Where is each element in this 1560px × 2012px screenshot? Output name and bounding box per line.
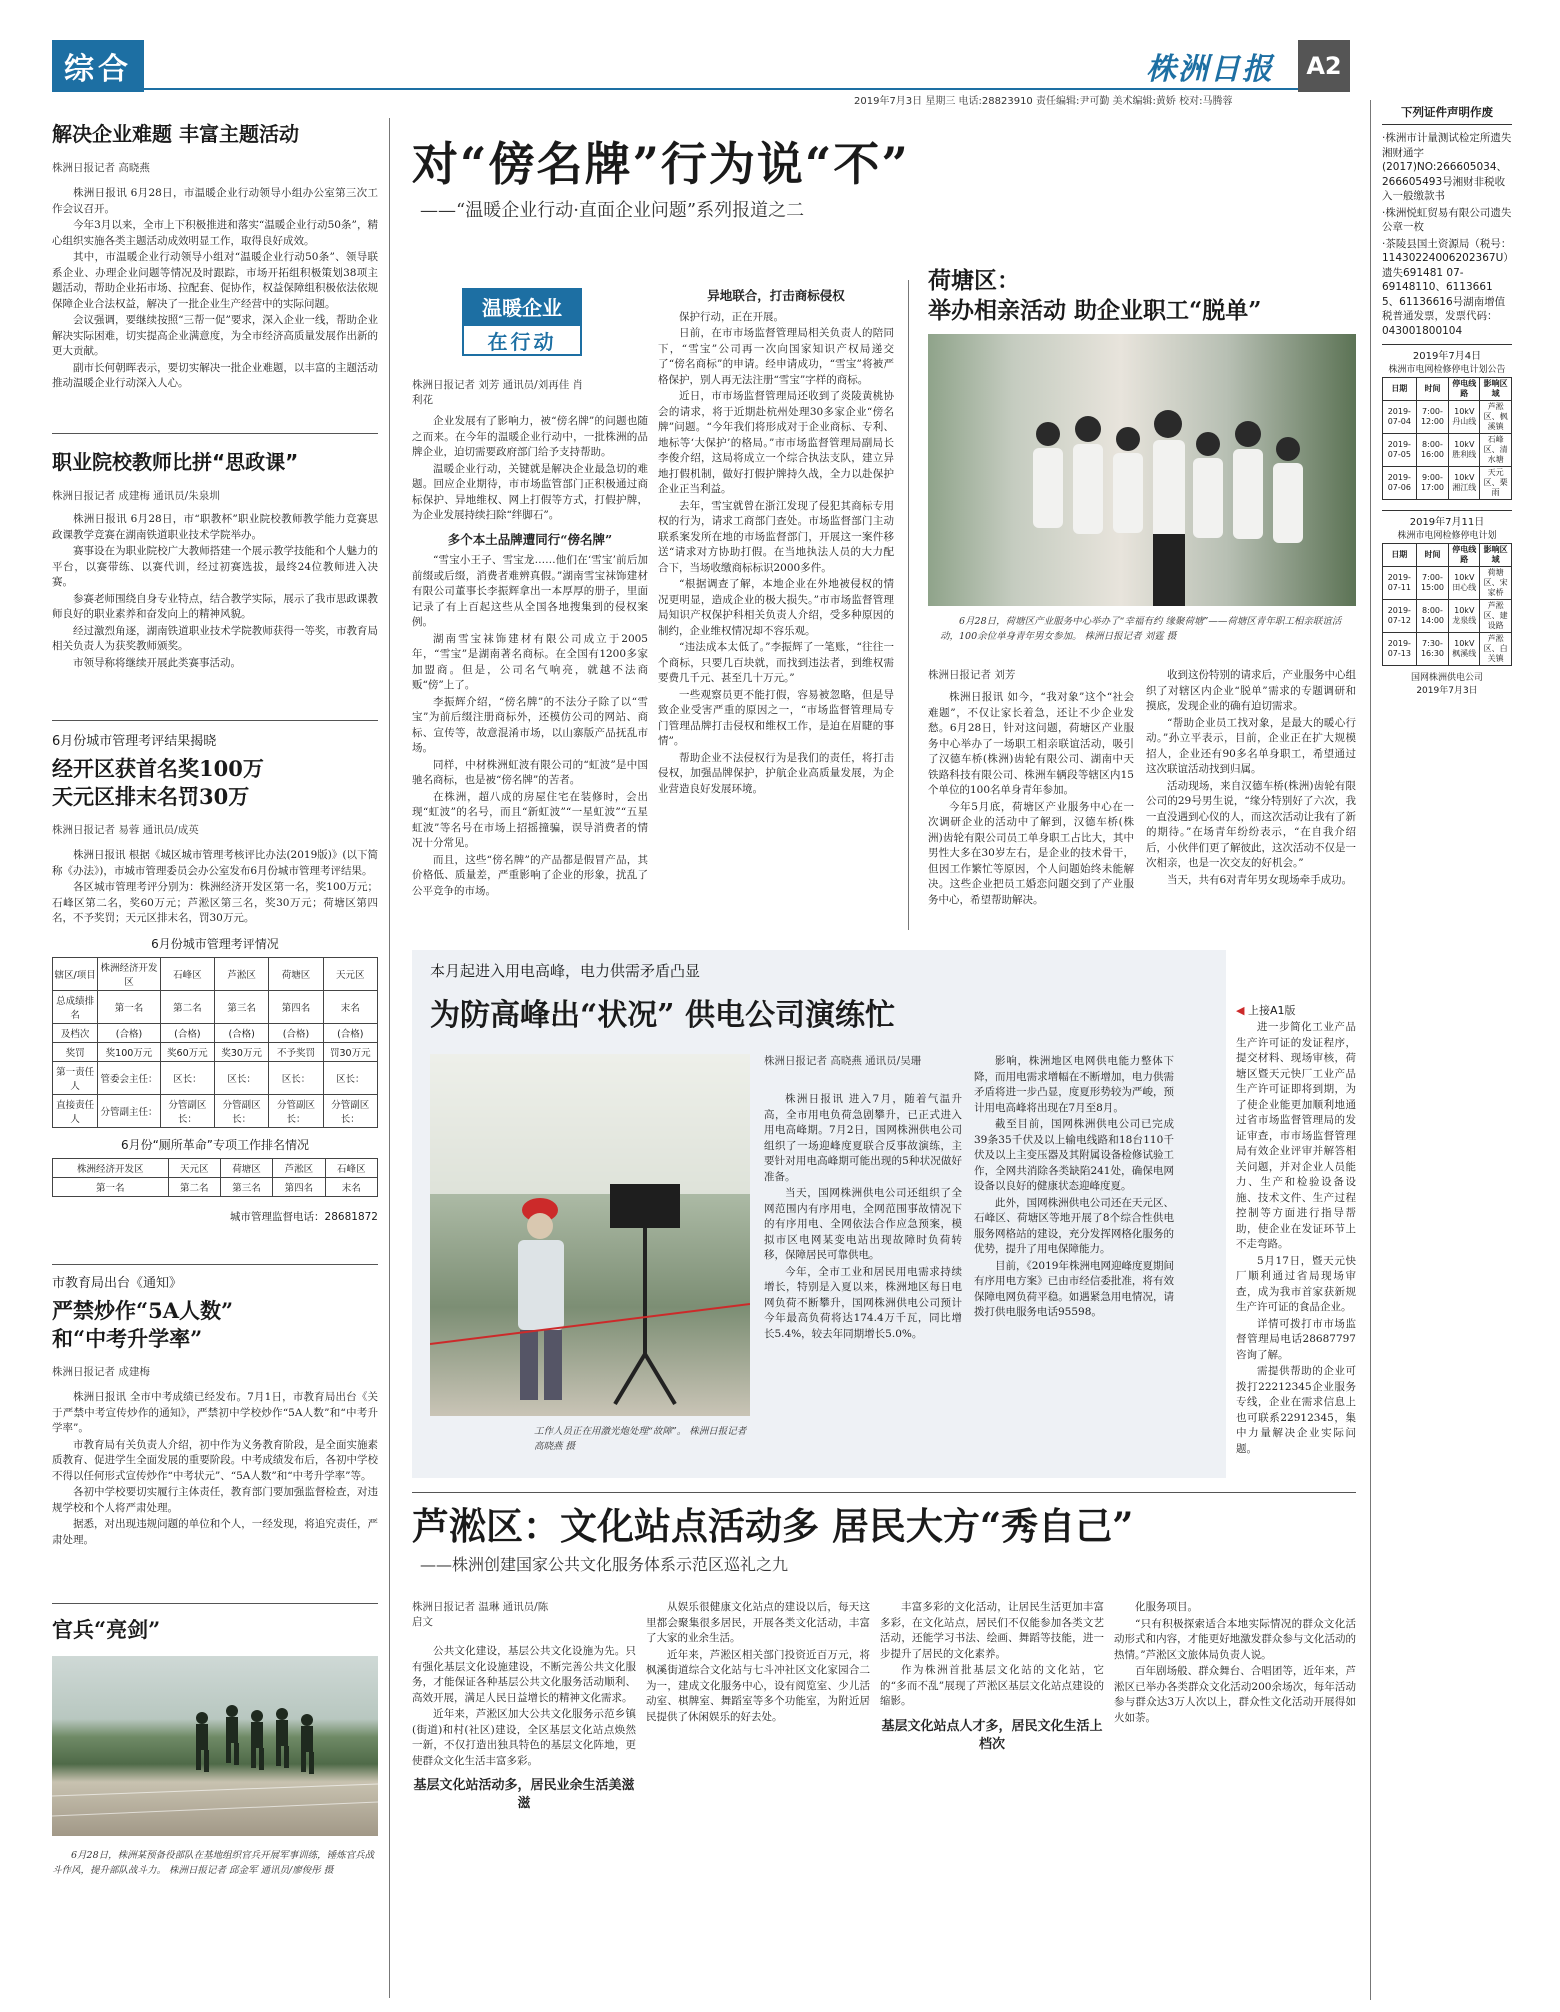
- paragraph: 市领导称将继续开展此类赛事活动。: [73, 656, 241, 669]
- paragraph: 其中，市温暖企业行动领导小组对“温暖企业行动50条”、领导联系企业、办理企业问题等情况及时跟踪，市场开拓组积极策划38项主题活动，帮助企业拓市场、拉配套、促协作，权益保障组积极依法依规保障企业合法权益，解决了一批企业生产经营中的实际问题。: [52, 251, 378, 310]
- table-cell: 分管副主任：: [98, 1094, 160, 1127]
- table-row: [1383, 434, 1512, 467]
- logo-line1: 温暖企业: [482, 295, 562, 320]
- table-cell: 末名: [323, 990, 377, 1023]
- table-row: [53, 990, 378, 1023]
- matchmaking-caption: 6月28日，荷塘区产业服务中心举办了“幸福有约 缘聚荷塘”——荷塘区青年职工相亲联谊活动，100余位单身青年男女参加。 株洲日报记者 刘霆 摄: [940, 616, 1342, 642]
- paragraph: 近年来，芦淞区加大公共文化服务示范乡镇(街道)和村(社区)建设，全区基层文化站点焕然一新，不仅打造出独具特色的基层文化阵地，更使群众文化生活丰富多彩。: [412, 1708, 636, 1767]
- article-body: [52, 1390, 378, 1548]
- table-cell: 直接责任人: [53, 1094, 98, 1127]
- byline: 株洲日报记者 易蓉 通讯员/成英: [52, 824, 199, 836]
- table-cell: 荷塘区: [220, 1158, 272, 1177]
- hetang-headline2: 举办相亲活动 助企业职工“脱单”: [928, 297, 1262, 324]
- paragraph: “根据调查了解，本地企业在外地被侵权的情况更明显，造成企业的极大损失。”市市场监督管理局知识产权保护科相关负责人介绍，受多种原因的制约，企业维权情况却不容乐观。: [658, 578, 894, 637]
- table-cell: 荷塘区、宋家桥: [1480, 567, 1512, 600]
- campaign-logo-sub: [462, 324, 582, 356]
- sidebar-footer-date: 2019年7月3日: [1416, 686, 1478, 696]
- article-soldiers: [52, 1614, 378, 1878]
- table-row: [1383, 633, 1512, 666]
- table-cell: 10kV胜利线: [1449, 434, 1480, 467]
- paragraph: 株洲日报讯 全市中考成绩已经发布。7月1日，市教育局出台《关于严禁中考宣传炒作的通知》，严禁初中学校炒作“5A人数”和“中考升学率”。: [52, 1391, 378, 1434]
- table-cell: 2019-07-12: [1383, 600, 1417, 633]
- column-rule: [908, 280, 909, 930]
- table-cell: 奖60万元: [160, 1042, 214, 1061]
- table-row: [53, 1061, 378, 1094]
- notice-item: ·茶陵县国土资源局（税号：11430224006202367U）遗失691481 07-69148110、6113661 5、61136616号湖南增值税普通发票，发票代码：043001800104: [1382, 237, 1512, 337]
- column-header: 停电线路: [1449, 544, 1480, 567]
- table-cell: 第四名: [269, 990, 323, 1023]
- table-cell: (合格): [98, 1023, 160, 1042]
- table-cell: (合格): [160, 1023, 214, 1042]
- outage-table-title: 2019年7月11日: [1382, 510, 1512, 528]
- table-cell: 区长：: [269, 1061, 323, 1094]
- table-cell: 分管副区长：: [323, 1094, 377, 1127]
- power-headline: 为防高峰出“状况” 供电公司演练忙: [430, 998, 895, 1033]
- info-line: 2019年7月3日 星期三 电话:28823910 责任编辑:尹可勤 美术编辑:黄娇 校对:马腾蓉: [854, 96, 1233, 107]
- column-header: 停电线路: [1449, 378, 1480, 401]
- paragraph: 今年3月以来，全市上下积极推进和落实“温暖企业行动50条”，精心组织实施各类主题活动成效明显工作，取得良好成效。: [52, 219, 378, 247]
- table-cell: 罚30万元: [323, 1042, 377, 1061]
- table-header-row: [1383, 378, 1512, 401]
- column-rule: [389, 118, 390, 1998]
- jump-label: 上接A1版: [1247, 1004, 1296, 1017]
- power-kicker: 本月起进入用电高峰，电力供需矛盾凸显: [430, 962, 701, 980]
- byline: 株洲日报记者 高晓燕: [52, 162, 150, 174]
- main-subhead: ——“温暖企业行动·直面企业问题”系列报道之二: [420, 200, 805, 221]
- table-cell: 10kV丹山线: [1449, 401, 1480, 434]
- table-cell: 第一名: [98, 990, 160, 1023]
- table-cell: 奖30万元: [215, 1042, 269, 1061]
- notice-list: [1382, 131, 1512, 338]
- logo-line2: 在行动: [487, 329, 557, 354]
- table-row: [1383, 401, 1512, 434]
- divider: [52, 433, 378, 434]
- column-header: 时间: [1416, 378, 1449, 401]
- table-cell: (合格): [215, 1023, 269, 1042]
- paragraph: 一些观察员更不能打假，容易被忽略，但是导致企业受害严重的原因之一，“市场监督管理局专门管理品牌打击侵权和维权工作，是迫在眉睫的事情”。: [658, 688, 894, 747]
- crowd-illustration: [928, 334, 1356, 606]
- paragraph: 详情可拨打市市场监督管理局电话28687797咨询了解。: [1236, 1317, 1356, 1361]
- table-title: 6月份“厕所革命”专项工作排名情况: [120, 1137, 310, 1152]
- table-cell: 奖罚: [53, 1042, 98, 1061]
- paragraph: “只有积极探索适合本地实际情况的群众文化活动形式和内容，才能更好地激发群众参与文化活动的热情。”芦淞区文旅体局负责人说。: [1114, 1617, 1356, 1661]
- page-code: A2: [1306, 52, 1342, 80]
- paragraph: 当天，共有6对青年男女现场牵手成功。: [1167, 873, 1353, 886]
- paragraph: 副市长何朝晖表示，要切实解决一批企业难题，以丰富的主题活动推动温暖企业行动深入人心。: [52, 361, 378, 389]
- paragraph: 目前，《2019年株洲电网迎峰度夏期间有序用电方案》已由市经信委批准，将有效保障电网负荷平稳。如遇紧急用电情况，请拨打供电服务电话95598。: [974, 1259, 1174, 1318]
- table-cell: 9:00-17:00: [1416, 467, 1449, 500]
- byline: 株洲日报记者 成建梅 通讯员/朱泉圳: [52, 490, 220, 502]
- table-cell: 2019-07-05: [1383, 434, 1417, 467]
- divider: [412, 1492, 1356, 1493]
- subtitle: 异地联合，打击商标侵权: [707, 288, 845, 303]
- sidebar-header: 下列证件声明作废: [1382, 100, 1512, 125]
- table-row: [53, 1042, 378, 1061]
- paragraph: 帮助企业不法侵权行为是我们的责任，将打击侵权，加强品牌保护，护航企业高质量发展，为企业营造良好发展环境。: [658, 751, 894, 795]
- paragraph: 进一步简化工业产品生产许可证的发证程序，提交材料、现场审核，荷塘区暨天元快厂工业产品生产许可证即将到期，为了使企业能更加顺利地通过省市场监督管理局的发证审查，市市场监督管理局有效企业评审并解答相关问题，并对企业人员能力、生产和检验设备设施、技术文件、生产过程控制等方面进行指导帮助，使企业在发证环节上不走弯路。: [1236, 1021, 1356, 1250]
- kicker: 6月份城市管理考评结果揭晓: [52, 734, 217, 749]
- soldiers-photo: [52, 1656, 378, 1836]
- column-header: 时间: [1416, 544, 1449, 567]
- table-cell: 第一名: [53, 1177, 169, 1196]
- section-tab: [52, 40, 144, 92]
- table-cell: 芦淞区: [215, 957, 269, 990]
- article-body: [52, 512, 378, 671]
- paragraph: 今年5月底，荷塘区产业服务中心在一次调研企业的活动中了解到，汉德车桥(株洲)齿轮有限公司员工单身职工占比大，其中男性大多在30岁左右，是企业的技术骨干，但因工作繁忙等原因，个人问题始终未能解决。这些企业把员工婚恋问题交到了产业服务中心，希望帮助解决。: [928, 800, 1134, 906]
- section-label: 综合: [64, 52, 132, 87]
- paragraph: 赛事设在为职业院校广大教师搭建一个展示教学技能和个人魅力的平台，以赛带练、以赛代训，经过初赛选拔，最终24位教师进入决赛。: [52, 545, 378, 588]
- lusong-col3: [880, 1600, 1104, 1760]
- table-row: [1383, 467, 1512, 500]
- main-col2: [658, 288, 894, 798]
- table-cell: 第三名: [215, 990, 269, 1023]
- hetang-col2: [1146, 668, 1356, 889]
- power-caption: 工作人员正在用激光炮处理“故障”。 株洲日报记者 高晓燕 摄: [534, 1426, 747, 1452]
- sidebar-footer-org: 国网株洲供电公司: [1410, 673, 1483, 683]
- divider: [52, 720, 378, 721]
- paragraph: “帮助企业员工找对象，是最大的暖心行动。”孙立平表示，目前，企业正在扩大规模招人，企业还有90多名单身职工，希望通过这次联谊活动找到归属。: [1146, 716, 1356, 775]
- table-row: [53, 1094, 378, 1127]
- continued-jump: [1236, 1002, 1296, 1018]
- paragraph: 株洲日报讯 根据《城区城市管理考核评比办法(2019版)》(以下简称《办法》)，市城市管理委员会办公室发布6月份城市管理考评结果。: [52, 849, 378, 877]
- table-row: [53, 1177, 378, 1196]
- divider: [52, 1264, 378, 1265]
- table-cell: 芦淞区、建设路: [1480, 600, 1512, 633]
- table-cell: 区长：: [323, 1061, 377, 1094]
- matchmaking-photo: [928, 334, 1356, 606]
- paragraph: 去年，雪宝就曾在浙江发现了侵犯其商标专用权的行为，请求工商部门查处。市场监督部门主动联系案发所在地的市场监督部门，开展这一案件移送“请求对方协助打假。在当地执法人员的大力配合下，当场收缴商标标识2000多件。: [658, 499, 894, 574]
- table-row: [53, 1158, 378, 1177]
- sidebar: [1382, 100, 1512, 696]
- headline: 和“中考升学率”: [52, 1326, 203, 1351]
- table-cell: 第二名: [168, 1177, 220, 1196]
- headline: 严禁炒作“5A人数”: [52, 1298, 234, 1323]
- table-cell: 株洲经济开发区: [98, 957, 160, 990]
- table-cell: 奖100万元: [98, 1042, 160, 1061]
- paragraph: “违法成本太低了。”李振辉了一笔账，“往往一个商标，只要几百块就，而找到违法者，到维权需要费几千元、甚至几十万元。”: [658, 641, 894, 684]
- hetang-byline: 株洲日报记者 刘芳: [928, 669, 1016, 681]
- paragraph: 市教育局有关负责人介绍，初中作为义务教育阶段，是全面实施素质教育、促进学生全面发展的重要阶段。中考成绩发布后，各初中学校不得以任何形式宣传炒作“中考状元”、“5A人数”和“中考升学率”等。: [52, 1438, 378, 1482]
- paragraph: 经过激烈角逐，湖南铁道职业技术学院教师获得一等奖，市教育局相关负责人为获奖教师颁奖。: [52, 624, 378, 652]
- table-cell: 2019-07-04: [1383, 401, 1417, 434]
- paragraph: 湖南雪宝袜饰建材有限公司成立于2005年，“雪宝”是湖南著名商标。在全国有1200多家加盟商。但是，公司名气响亮，就越不法商贩“傍”上了。: [412, 632, 648, 691]
- divider: [52, 1603, 378, 1604]
- paragraph: 同样，中材株洲虹波有限公司的“虹波”是中国驰名商标，也是被“傍名牌”的苦者。: [412, 758, 648, 786]
- table-row: [53, 1023, 378, 1042]
- masthead-rule: [144, 88, 1324, 90]
- table-cell: 及档次: [53, 1023, 98, 1042]
- table-cell: 7:00-12:00: [1416, 401, 1449, 434]
- outage-table-caption: 株洲市电网检修停电计划: [1397, 531, 1497, 541]
- outage-table-caption: 株洲市电网检修停电计划公告: [1388, 365, 1506, 375]
- column-header: 影响区域: [1480, 544, 1512, 567]
- runners-illustration: [52, 1656, 378, 1836]
- page-code-box: [1298, 40, 1350, 92]
- power-byline: 株洲日报记者 高晓燕 通讯员/吴珊: [764, 1055, 922, 1067]
- table-cell: 10kV田心线: [1449, 567, 1480, 600]
- paragraph: 各区城市管理考评分别为：株洲经济开发区第一名，奖100万元；石峰区第二名，奖60万元；芦淞区第三名，奖30万元；荷塘区第四名，不予奖罚；天元区排末名，罚30万元。: [52, 881, 378, 924]
- paragraph: 李振辉介绍，“傍名牌”的不法分子除了以“雪宝”为前后缀注册商标外，还模仿公司的网站、商标、宣传等，故意混淆市场，以山寨版产品抚乱市场。: [412, 695, 648, 754]
- outage-table-2: [1382, 543, 1512, 666]
- table-cell: 分管副区长：: [215, 1094, 269, 1127]
- headline: 解决企业难题 丰富主题活动: [52, 122, 299, 146]
- paragraph: 此外，国网株洲供电公司还在天元区、石峰区、荷塘区等地开展了8个综合性供电服务网格站的建设，充分发挥网格化服务的优势，提升了用电保障能力。: [974, 1196, 1174, 1255]
- table-cell: 2019-07-06: [1383, 467, 1417, 500]
- table-cell: 2019-07-11: [1383, 567, 1417, 600]
- byline: 株洲日报记者 成建梅: [52, 1366, 150, 1378]
- table-cell: 10kV龙泉线: [1449, 600, 1480, 633]
- paragraph: 5月17日，暨天元快厂顺利通过省局现场审查，成为我市首家获新规生产许可证的食品企业。: [1236, 1254, 1356, 1313]
- table-cell: 区长：: [215, 1061, 269, 1094]
- column-header: 日期: [1383, 378, 1417, 401]
- hetang-col1: [928, 690, 1134, 909]
- table-cell: 第三名: [220, 1177, 272, 1196]
- paper-name: 株洲日报: [1146, 52, 1274, 87]
- paragraph: 参赛老师围绕自身专业特点，结合教学实际，展示了我市思政课教师良好的职业素养和奋发向上的精神风貌。: [52, 592, 378, 620]
- table-cell: 第一责任人: [53, 1061, 98, 1094]
- article-enterprise: [52, 118, 378, 393]
- lusong-col1: [412, 1644, 636, 1819]
- headline: 官兵“亮剑”: [52, 1617, 161, 1642]
- subtitle: 多个本土品牌遭同行“傍名牌”: [447, 531, 613, 547]
- table-cell: 末名: [325, 1177, 377, 1196]
- main-col1: [412, 414, 648, 900]
- toilet-table: [52, 1158, 378, 1197]
- score-table: [52, 957, 378, 1128]
- article-education: [52, 1272, 378, 1549]
- paragraph: 公共文化建设，基层公共文化设施为先。只有强化基层文化设施建设，不断完善公共文化服务，才能保证各种基层公共文化服务活动顺利、高效开展，满足人民日益增长的精神文化需求。: [412, 1645, 636, 1704]
- worker-illustration: [430, 1054, 750, 1416]
- lusong-byline: 株洲日报记者 温琳 通讯员/陈启文: [412, 1601, 549, 1628]
- paragraph: 而且，这些“傍名牌”的产品都是假冒产品，其价格低、质量差，严重影响了企业的形象，扰乱了公平竞争的市场。: [412, 853, 648, 897]
- table-cell: 7:30-16:30: [1416, 633, 1449, 666]
- table-row: [1383, 600, 1512, 633]
- table-cell: 株洲经济开发区: [53, 1158, 169, 1177]
- article-body: [52, 848, 378, 927]
- paragraph: 企业发展有了影响力，被“傍名牌”的问题也随之而来。在今年的温暖企业行动中，一批株洲的品牌企业，迫切需要政府部门给予支持帮助。: [412, 415, 648, 458]
- paragraph: 百年剧场般、群众舞台、合唱团等，近年来，芦淞区已举办各类群众文化活动200余场次，每年活动参与群众达3万人次以上，群众性文化活动开展得如火如荼。: [1114, 1665, 1356, 1724]
- arrow-left-icon: ◀: [1236, 1004, 1245, 1017]
- table-cell: 不予奖罚: [269, 1042, 323, 1061]
- paragraph: 温暖企业行动，关键就是解决企业最急切的难题。回应企业期待，市市场监管部门正积极通过商标保护、异地维权、网上打假等方式，打假护牌，为企业发展持续扫除“绊脚石”。: [412, 462, 648, 521]
- paragraph: 当天，国网株洲供电公司还组织了全网范围内有序用电，全网范围事故情况下的有序用电、全网依法合作应急预案，模拟市区电网某变电站出现故障时负荷转移，保障居民可靠供电。: [764, 1187, 962, 1261]
- paragraph: 丰富多彩的文化活动，让居民生活更加丰富多彩，在文化站点，居民们不仅能参加各类文艺活动，还能学习书法、绘画、舞蹈等技能，进一步提升了居民的文化素养。: [880, 1601, 1104, 1660]
- lusong-headline: 芦淞区：文化站点活动多 居民大方“秀自己”: [412, 1504, 1134, 1548]
- table-cell: (合格): [323, 1023, 377, 1042]
- table-title: 6月份城市管理考评情况: [151, 936, 279, 951]
- sidebar-rule: [1370, 100, 1371, 2000]
- paragraph: 各初中学校要切实履行主体责任，教育部门要加强监督检查，对违规学校和个人将严肃处理。: [52, 1486, 378, 1514]
- outage-table-1: [1382, 377, 1512, 500]
- paragraph: 从娱乐很健康文化站点的建设以后，每天这里都会聚集很多居民，开展各类文化活动，丰富了大家的业余生活。: [646, 1601, 870, 1644]
- paragraph: 截至目前，国网株洲供电公司已完成39条35千伏及以上输电线路和18台110千伏及以上主变压器及其附属设备检修试验工作，全网共消除各类缺陷241处，确保电网设备以良好的健康状态迎峰度夏。: [974, 1118, 1174, 1192]
- lusong-subhead: ——株洲创建国家公共文化服务体系示范区巡礼之九: [420, 1555, 789, 1574]
- table-source: 城市管理监督电话：28681872: [230, 1210, 378, 1223]
- paragraph: 需提供帮助的企业可拨打22212345企业服务专线，企业在需求信息上也可联系22912345，集中力量解决企业实际问题。: [1236, 1365, 1356, 1455]
- table-cell: 芦淞区、白关镇: [1480, 633, 1512, 666]
- article-teachers: [52, 446, 378, 672]
- table-cell: 石峰区、清水塘: [1480, 434, 1512, 467]
- paragraph: 近年来，芦淞区相关部门投资近百万元，将枫溪街道综合文化站与七斗冲社区文化家园合二为一，建成文化服务中心，设有阅览室、少儿活动室、棋牌室、舞蹈室等多个功能室，为附近居民提供了休闲娱乐的好去处。: [646, 1648, 870, 1723]
- power-col2: [974, 1054, 1174, 1322]
- paragraph: 株洲日报讯 进入7月，随着气温升高，全市用电负荷急剧攀升，已正式进入用电高峰期。7月2日，国网株洲供电公司组织了一场迎峰度夏联合反事故演练，主要针对用电高峰期可能出现的5种状况做好准备。: [764, 1093, 962, 1183]
- power-photo: [430, 1054, 750, 1416]
- photo-caption: 6月28日，株洲某预备役部队在基地组织官兵开展军事训练，锤炼官兵战斗作风，提升部队战斗力。 株洲日报记者 邱金军 通讯员/廖俊彤 摄: [52, 1850, 375, 1876]
- article-body: [52, 186, 378, 392]
- table-row: [1383, 567, 1512, 600]
- table-cell: 10kV湘江线: [1449, 467, 1480, 500]
- campaign-logo: [462, 288, 582, 324]
- column-header: 日期: [1383, 544, 1417, 567]
- table-cell: 区长：: [160, 1061, 214, 1094]
- table-cell: 2019-07-13: [1383, 633, 1417, 666]
- table-cell: 第四名: [273, 1177, 325, 1196]
- paragraph: 在株洲，超八成的房屋住宅在装修时，会出现“虹波”的名号，而且“新虹波”“一星虹波”“五星虹波”等名号在市场上招摇撞骗，误导消费者的情况十分常见。: [412, 790, 648, 849]
- paragraph: 今年，全市工业和居民用电需求持续增长，特别是入夏以来，株洲地区每日电网负荷不断攀升，国网株洲供电公司预计今年最高负荷将达174.4万千瓦，同比增长5.4%，较去年同期增长5.0%。: [764, 1265, 962, 1340]
- paragraph: 近日，市市场监督管理局还收到了炎陵黄桃协会的请求，将于近期赴杭州处理30多家企业“傍名牌”问题。“今年我们将形成对于企业商标、专利、地标等‘大保护’的格局。”市市场监督管理局副局长李俊介绍，这局将成立一个综合执法支队，建立异地打假机制，做好打假护牌持久战，全力以赴保护企业正当利益。: [658, 390, 894, 495]
- lusong-col4: [1114, 1600, 1356, 1727]
- paragraph: 据悉，对出现违规问题的单位和个人，一经发现，将追究责任，严肃处理。: [52, 1518, 378, 1546]
- paragraph: 影响，株洲地区电网供电能力整体下降，而用电需求增幅在不断增加，电力供需矛盾将进一步凸显，度夏形势较为严峻，预计用电高峰将出现在7月至8月。: [974, 1055, 1174, 1114]
- column-header: 影响区域: [1480, 378, 1512, 401]
- paragraph: 收到这份特别的请求后，产业服务中心组织了对辖区内企业“脱单”需求的专题调研和摸底，发现企业的确有迫切需求。: [1146, 669, 1356, 712]
- paragraph: 株洲日报讯 6月28日，市“职教杯”职业院校教师教学能力竞赛思政课教学竞赛在湖南铁道职业技术学院举办。: [52, 513, 378, 541]
- power-col1: [764, 1092, 962, 1343]
- table-cell: 芦淞区、枫溪镇: [1480, 401, 1512, 434]
- table-cell: 管委会主任：: [98, 1061, 160, 1094]
- table-cell: 天元区、栗雨: [1480, 467, 1512, 500]
- table-cell: 天元区: [168, 1158, 220, 1177]
- table-cell: 总成绩排名: [53, 990, 98, 1023]
- table-cell: 辖区/项目: [53, 957, 98, 990]
- table-cell: 分管副区长：: [269, 1094, 323, 1127]
- continued-body: [1236, 1020, 1356, 1458]
- paragraph: 化服务项目。: [1135, 1601, 1198, 1613]
- paragraph: 活动现场，来自汉德车桥(株洲)齿轮有限公司的29号男生说，“缘分特别好了六次，我一直没遇到心仪的人，而这次活动让我有了新的期待。”在场青年纷纷表示，“在自我介绍后，小伙伴们更了解彼此，这次活动不仅是一次相亲，也是一次交友的好机会。”: [1146, 779, 1356, 869]
- table-cell: 分管副区长：: [160, 1094, 214, 1127]
- table-cell: (合格): [269, 1023, 323, 1042]
- headline: 职业院校教师比拼“思政课”: [52, 450, 299, 474]
- table-cell: 天元区: [323, 957, 377, 990]
- paragraph: 保护行动，正在开展。: [679, 310, 784, 323]
- outage-table-title: 2019年7月4日: [1382, 344, 1512, 362]
- paragraph: 株洲日报讯 6月28日，市温暖企业行动领导小组办公室第三次工作会议召开。: [52, 187, 378, 215]
- table-cell: 石峰区: [325, 1158, 377, 1177]
- notice-item: ·株洲市计量测试检定所遗失湘财通字(2017)NO:266605034、266605493号湘财非税收入一般缴款书: [1382, 132, 1512, 202]
- table-cell: 8:00-14:00: [1416, 600, 1449, 633]
- lusong-col2: [646, 1600, 870, 1726]
- table-cell: 10kV枫溪线: [1449, 633, 1480, 666]
- table-cell: 芦淞区: [273, 1158, 325, 1177]
- table-row: [53, 957, 378, 990]
- table-cell: 石峰区: [160, 957, 214, 990]
- paragraph: 会议强调，要继续按照“三帮一促”要求，深入企业一线，帮助企业解决实际困难，切实提高企业满意度，为全市经济高质量发展作出新的更大贡献。: [52, 314, 378, 357]
- main-byline: 株洲日报记者 刘芳 通讯员/刘再佳 肖利花: [412, 379, 584, 406]
- table-cell: 8:00-16:00: [1416, 434, 1449, 467]
- paragraph: 株洲日报讯 如今，“我对象”这个“社会难题”，不仅让家长着急，还让不少企业发愁。6月28日，针对这问题，荷塘区产业服务中心举办了一场职工相亲联谊活动，吸引了汉德车桥(株洲)齿轮有限公司、湖南中天铁路科技有限公司、株洲车辆段等辖区内15个单位的100名单身青年参加。: [928, 691, 1134, 796]
- table-cell: 7:00-15:00: [1416, 567, 1449, 600]
- table-cell: 第二名: [160, 990, 214, 1023]
- kicker: 市教育局出台《通知》: [52, 1276, 183, 1291]
- subtitle: 基层文化站活动多，居民业余生活美滋滋: [413, 1778, 635, 1811]
- subtitle: 基层文化站点人才多，居民文化生活上档次: [881, 1718, 1103, 1752]
- paragraph: “雪宝小王子、雪宝龙……他们在‘雪宝’前后加前缀或后缀，消费者难辨真假。”湖南雪宝袜饰建材有限公司董事长李振辉拿出一本厚厚的册子，里面记录了有上百起这些从全国各地搜集到的侵权案例。: [412, 554, 648, 628]
- notice-item: ·株洲悦虹贸易有限公司遗失公章一枚: [1382, 206, 1512, 233]
- table-header-row: [1383, 544, 1512, 567]
- main-headline: 对“傍名牌”行为说“不”: [412, 137, 910, 191]
- table-cell: 荷塘区: [269, 957, 323, 990]
- hetang-headline1: 荷塘区：: [928, 267, 1020, 294]
- paragraph: 作为株洲首批基层文化站的文化站，它的“多而不乱”展现了芦淞区基层文化站点建设的缩影。: [880, 1664, 1104, 1707]
- headline: 经开区获首名奖100万: [52, 756, 264, 781]
- headline: 天元区排末名罚30万: [52, 784, 250, 809]
- article-citymgmt: [52, 730, 378, 1224]
- paragraph: 日前，在市市场监督管理局相关负责人的陪同下，“雪宝”公司再一次向国家知识产权局递交了“傍名商标”的申请。经申请成功，“雪宝”将被严格保护，别人再无法注册“雪宝”字样的商标。: [658, 327, 894, 386]
